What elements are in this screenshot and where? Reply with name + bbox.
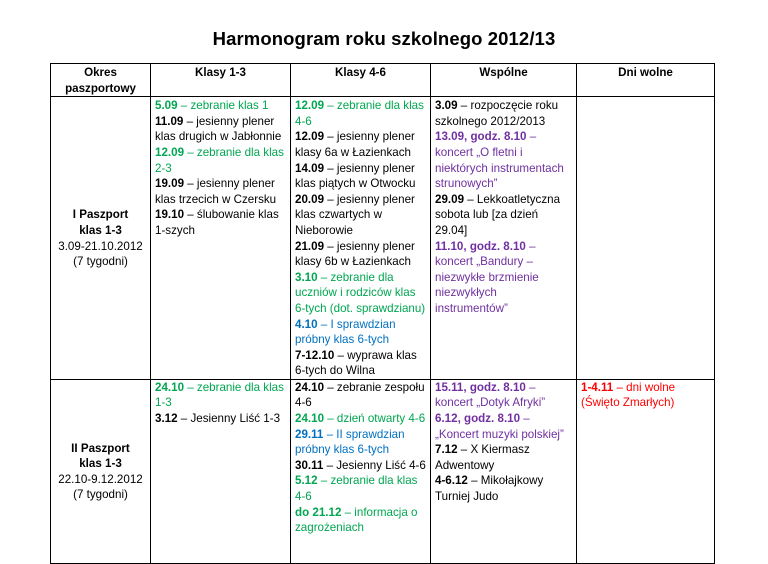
- event-entry: [155, 176, 286, 207]
- event-text: – „Koncert muzyki polskiej”: [435, 412, 564, 441]
- event-text: – zebranie klas 1: [177, 99, 269, 113]
- period-name: I Paszport: [72, 208, 129, 222]
- table-row: [51, 97, 715, 380]
- event-text: – Lekkoatletyczna sobota lub [za dzień 29.04]: [435, 192, 561, 237]
- event-date: 3.12: [155, 412, 178, 426]
- event-text: – zebranie dla klas 2-3: [155, 145, 284, 175]
- period-dates: 22.10-9.12.2012: [58, 472, 143, 486]
- cell-dni-wolne: [577, 97, 715, 380]
- period-name: II Paszport: [71, 441, 130, 455]
- event-date: 3.09: [435, 99, 458, 113]
- event-text: – koncert „Dotyk Afryki”: [435, 380, 546, 410]
- event-date: 13.09, godz. 8.10: [435, 130, 527, 144]
- event-date: 19.09: [155, 177, 185, 191]
- event-text: – ślubowanie klas 1-szych: [155, 208, 279, 237]
- event-text: – dni wolne (Święto Zmarłych): [581, 380, 676, 410]
- event-text: – jesienny plener klas trzecich w Czersku: [155, 177, 277, 206]
- event-entry: [155, 411, 286, 427]
- event-text: – X Kiermasz Adwentowy: [435, 443, 530, 472]
- event-text: – jesienny plener klasy 6a w Łazienkach: [295, 130, 415, 159]
- event-date: 5.12: [295, 474, 318, 488]
- cell-klasy-1-3: [151, 379, 291, 563]
- period-classes: klas 1-3: [79, 223, 122, 237]
- event-text: – Jesienny Liść 1-3: [177, 412, 281, 426]
- event-date: 20.09: [295, 192, 325, 206]
- event-entry: [295, 270, 426, 317]
- event-date: 11.09: [155, 114, 184, 128]
- event-text: – jesienny plener klas drugich w Jabłonnie: [155, 114, 282, 144]
- period-weeks: (7 tygodni): [73, 255, 128, 269]
- event-entry: [295, 505, 426, 536]
- event-entry: [295, 129, 426, 160]
- cell-wspolne: [431, 379, 577, 563]
- event-date: 11.10, godz. 8.10: [435, 239, 526, 253]
- event-entry: [435, 380, 572, 411]
- event-text: – II sprawdzian próbny klas 6-tych: [295, 427, 405, 457]
- event-entry: [295, 458, 426, 474]
- header-dni-wolne: Dni wolne: [577, 64, 715, 97]
- event-entry: [435, 129, 572, 191]
- event-entry: [155, 98, 286, 114]
- event-entry: [435, 98, 572, 129]
- cell-wspolne: [431, 97, 577, 380]
- event-text: – zebranie dla klas 4-6: [295, 474, 418, 504]
- period-cell: [51, 379, 151, 563]
- event-entry: [295, 239, 426, 270]
- cell-klasy-1-3: [151, 97, 291, 380]
- event-date: 30.11: [295, 458, 324, 472]
- event-date: 12.09: [155, 145, 185, 159]
- event-text: – jesienny plener klas czwartych w Nieborowie: [295, 192, 415, 237]
- event-entry: [295, 411, 426, 427]
- event-text: – Mikołajkowy Turniej Judo: [435, 474, 544, 504]
- event-date: 7.12: [435, 443, 458, 457]
- event-date: 3.10: [295, 270, 318, 284]
- event-text: – jesienny plener klas piątych w Otwocku: [295, 161, 416, 191]
- event-entry: [155, 207, 286, 238]
- event-entry: [295, 161, 426, 192]
- event-entry: [155, 145, 286, 176]
- event-entry: [155, 380, 286, 411]
- header-row: [51, 64, 715, 97]
- event-text: – Jesienny Liść 4-6: [323, 458, 426, 472]
- event-date: 21.09: [295, 239, 325, 253]
- event-text: – jesienny plener klasy 6b w Łazienkach: [295, 239, 415, 269]
- header-klasy-4-6: Klasy 4-6: [291, 64, 431, 97]
- period-dates: 3.09-21.10.2012: [58, 239, 143, 253]
- event-text: – zebranie dla klas 1-3: [155, 380, 284, 410]
- header-wspolne: Wspólne: [431, 64, 577, 97]
- header-okres: Okres paszportowy: [51, 64, 151, 97]
- schedule-table: [50, 63, 715, 564]
- event-date: do 21.12: [295, 505, 342, 519]
- event-text: – zebranie zespołu 4-6: [295, 380, 425, 410]
- event-entry: [581, 380, 710, 411]
- event-entry: [295, 427, 426, 458]
- event-date: 4-6.12: [435, 474, 468, 488]
- event-entry: [435, 239, 572, 317]
- event-text: – informacja o zagrożeniach: [295, 505, 418, 535]
- event-text: – zebranie dla uczniów i rodziców klas 6-tych (dot. sprawdzianu): [295, 270, 426, 315]
- event-date: 24.10: [295, 380, 325, 394]
- event-date: 7-12.10: [295, 348, 335, 362]
- event-entry: [435, 442, 572, 473]
- event-date: 19.10: [155, 208, 185, 222]
- cell-klasy-4-6: [291, 379, 431, 563]
- event-entry: [295, 192, 426, 239]
- event-date: 24.10: [155, 380, 185, 394]
- event-date: 14.09: [295, 161, 325, 175]
- event-text: – koncert „Bandury – niezwykłe brzmienie niezwykłych instrumentów”: [435, 239, 539, 315]
- event-entry: [435, 411, 572, 442]
- event-entry: [295, 380, 426, 411]
- event-entry: [295, 473, 426, 504]
- event-date: 12.09: [295, 130, 325, 144]
- event-entry: [295, 348, 426, 379]
- event-date: 15.11, godz. 8.10: [435, 380, 526, 394]
- cell-dni-wolne: [577, 379, 715, 563]
- event-date: 29.11: [295, 427, 324, 441]
- event-text: – dzień otwarty 4-6: [324, 412, 426, 426]
- event-date: 24.10: [295, 412, 325, 426]
- event-entry: [295, 317, 426, 348]
- event-date: 1-4.11: [581, 380, 614, 394]
- event-entry: [155, 114, 286, 145]
- cell-klasy-4-6: [291, 97, 431, 380]
- period-cell: [51, 97, 151, 380]
- event-text: – rozpoczęcie roku szkolnego 2012/2013: [435, 99, 559, 128]
- event-text: – zebranie dla klas 4-6: [295, 99, 424, 128]
- period-classes: klas 1-3: [79, 457, 122, 471]
- event-date: 5.09: [155, 99, 178, 113]
- period-weeks: (7 tygodni): [73, 488, 128, 502]
- event-text: – I sprawdzian próbny klas 6-tych: [295, 317, 396, 347]
- event-entry: [435, 192, 572, 239]
- table-row: [51, 379, 715, 563]
- event-text: – wyprawa klas 6-tych do Wilna: [295, 348, 417, 378]
- event-date: 29.09: [435, 192, 465, 206]
- header-klasy-1-3: Klasy 1-3: [151, 64, 291, 97]
- event-entry: [295, 98, 426, 129]
- event-entry: [435, 473, 572, 504]
- event-date: 4.10: [295, 317, 318, 331]
- document-title: Harmonogram roku szkolnego 2012/13: [212, 28, 556, 49]
- event-date: 12.09: [295, 99, 325, 113]
- event-date: 6.12, godz. 8.10: [435, 412, 521, 426]
- event-text: – koncert „O fletni i niektórych instrumentach strunowych”: [435, 130, 564, 191]
